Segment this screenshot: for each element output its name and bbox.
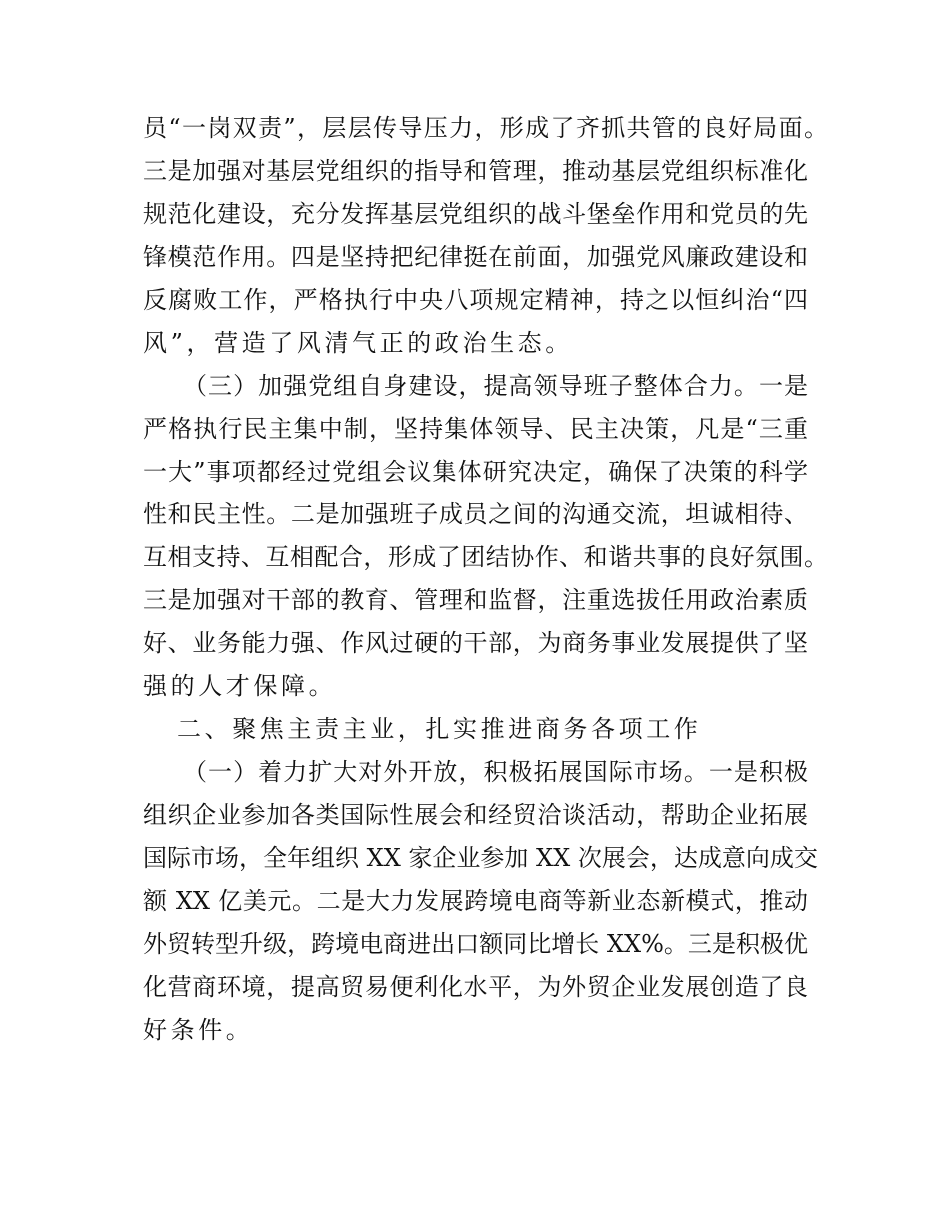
heading-line: 二、聚焦主责主业，扎实推进商务各项工作 (177, 715, 702, 744)
text-line: 风”，营造了风清气正的政治生态。 (143, 328, 573, 357)
text-line: 国际市场，全年组织 XX 家企业参加 XX 次展会，达成意向成交 (143, 843, 818, 872)
text-line: 好条件。 (143, 1015, 254, 1044)
text-line: 额 XX 亿美元。二是大力发展跨境电商等新业态新模式，推动 (143, 886, 808, 915)
text-line: 性和民主性。二是加强班子成员之间的沟通交流，坦诚相待、 (143, 500, 808, 529)
text-line: 三是加强对基层党组织的指导和管理，推动基层党组织标准化 (143, 156, 808, 185)
text-line: 外贸转型升级，跨境电商进出口额同比增长 XX%。三是积极优 (143, 929, 808, 958)
text-line: 好、业务能力强、作风过硬的干部，为商务事业发展提供了坚 (143, 629, 808, 658)
text-line: （一）着力扩大对外开放，积极拓展国际市场。一是积极 (183, 758, 808, 787)
document-page (143, 107, 828, 1052)
text-line: 严格执行民主集中制，坚持集体领导、民主决策，凡是“三重 (143, 414, 808, 443)
text-line: 员“一岗双责”，层层传导压力，形成了齐抓共管的良好局面。 (143, 114, 828, 142)
text-line: 反腐败工作，严格执行中央八项规定精神，持之以恒纠治“四 (143, 285, 808, 314)
text-line: 规范化建设，充分发挥基层党组织的战斗堡垒作用和党员的先 (143, 199, 808, 228)
section-heading (143, 708, 808, 751)
text-line: 强的人才保障。 (143, 672, 337, 701)
text-line: 一大”事项都经过党组会议集体研究决定，确保了决策的科学 (143, 457, 808, 486)
text-line: 组织企业参加各类国际性展会和经贸洽谈活动，帮助企业拓展 (143, 801, 808, 829)
text-line: 化营商环境，提高贸易便利化水平，为外贸企业发展创造了良 (143, 972, 808, 1001)
text-line: 三是加强对干部的教育、管理和监督，注重选拔任用政治素质 (143, 586, 808, 615)
text-line: （三）加强党组自身建设，提高领导班子整体合力。一是 (183, 371, 808, 400)
text-line: 锋模范作用。四是坚持把纪律挺在前面，加强党风廉政建设和 (143, 242, 808, 271)
paragraph-party-building-continued (143, 107, 828, 365)
paragraph-leadership-team (143, 365, 828, 709)
text-line: 互相支持、互相配合，形成了团结协作、和谐共事的良好氛围。 (143, 543, 828, 572)
paragraph-opening-up (143, 751, 818, 1052)
